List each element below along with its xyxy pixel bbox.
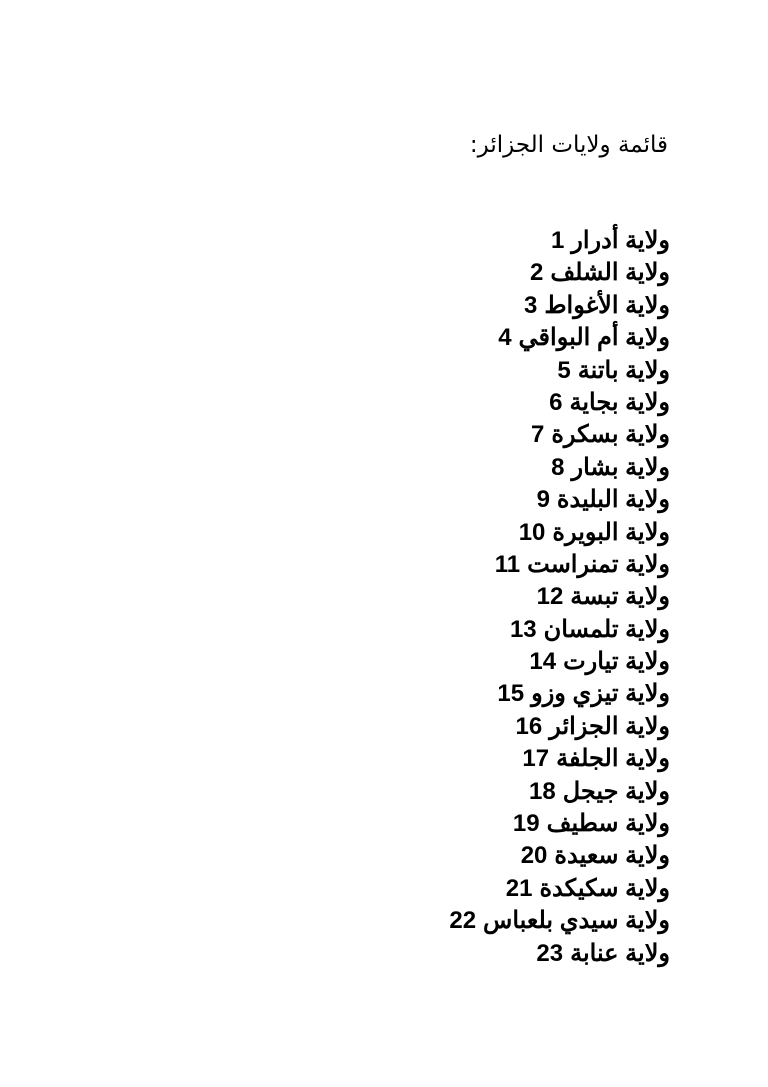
list-item — [449, 711, 670, 743]
province-number: 14 — [529, 648, 557, 676]
province-name: ولاية بسكرة — [551, 421, 670, 449]
province-name: ولاية عنابة — [570, 939, 670, 967]
province-number: 19 — [512, 810, 540, 838]
list-item — [449, 614, 670, 646]
list-item — [449, 225, 670, 257]
list-item — [449, 549, 670, 581]
province-name: ولاية البليدة — [556, 486, 670, 514]
province-name: ولاية سكيكدة — [539, 874, 670, 902]
province-number: 20 — [520, 842, 548, 870]
province-number: 16 — [515, 712, 543, 740]
province-name: ولاية أدرار — [571, 227, 670, 254]
list-item — [449, 419, 670, 451]
province-name: ولاية الشلف — [550, 259, 670, 287]
province-number: 6 — [549, 388, 563, 416]
province-name: ولاية باتنة — [577, 356, 670, 384]
province-number: 12 — [536, 583, 564, 611]
province-name: ولاية الجزائر — [549, 712, 670, 740]
province-number: 11 — [494, 550, 521, 578]
list-item — [449, 355, 670, 387]
list-item — [449, 290, 670, 322]
province-name: ولاية بجاية — [569, 388, 670, 416]
province-number: 4 — [498, 324, 512, 352]
list-item — [449, 257, 670, 289]
list-item — [449, 938, 670, 970]
list-item — [449, 905, 670, 937]
province-number: 7 — [530, 421, 545, 449]
province-name: ولاية تيارت — [563, 648, 670, 676]
list-item — [449, 517, 670, 549]
province-number: 22 — [449, 907, 477, 935]
province-name: ولاية تمنراست — [527, 550, 670, 578]
province-name: ولاية الجلفة — [556, 745, 670, 773]
province-number: 9 — [536, 486, 550, 514]
province-list — [449, 225, 670, 970]
province-number: 3 — [523, 291, 538, 319]
province-number: 1 — [550, 227, 565, 254]
province-number: 23 — [536, 939, 564, 967]
province-name: ولاية تلمسان — [543, 615, 670, 643]
list-item — [449, 646, 670, 678]
list-item — [449, 873, 670, 905]
list-item — [449, 452, 670, 484]
province-name: ولاية سيدي بلعباس — [483, 907, 670, 935]
list-item — [449, 743, 670, 775]
province-number: 13 — [509, 615, 537, 643]
page-title-colon: : — [469, 132, 478, 158]
list-item — [449, 776, 670, 808]
page-title — [462, 122, 668, 168]
province-name: ولاية الأغواط — [544, 291, 670, 319]
province-name: ولاية جيجل — [562, 777, 670, 805]
province-name: ولاية تبسة — [570, 583, 670, 611]
list-item — [449, 484, 670, 516]
province-number: 15 — [497, 680, 525, 708]
province-name: ولاية البويرة — [552, 518, 670, 546]
province-name: ولاية بشار — [571, 453, 670, 481]
list-item — [449, 840, 670, 872]
province-name: ولاية سطيف — [546, 810, 670, 838]
province-number: 18 — [529, 777, 556, 805]
province-name: ولاية أم البواقي — [518, 324, 670, 352]
province-number: 5 — [557, 356, 571, 384]
province-number: 8 — [551, 453, 565, 481]
list-item — [449, 387, 670, 419]
page-title-text: قائمة ولايات الجزائر — [477, 132, 668, 158]
list-item — [449, 808, 670, 840]
province-name: ولاية تيزي وزو — [531, 680, 670, 708]
province-number: 21 — [505, 874, 533, 902]
province-number: 10 — [518, 518, 546, 546]
list-item — [449, 581, 670, 613]
province-name: ولاية سعيدة — [554, 842, 670, 870]
province-number: 2 — [529, 259, 544, 287]
province-number: 17 — [522, 745, 550, 773]
list-item — [449, 322, 670, 354]
list-item — [449, 678, 670, 710]
